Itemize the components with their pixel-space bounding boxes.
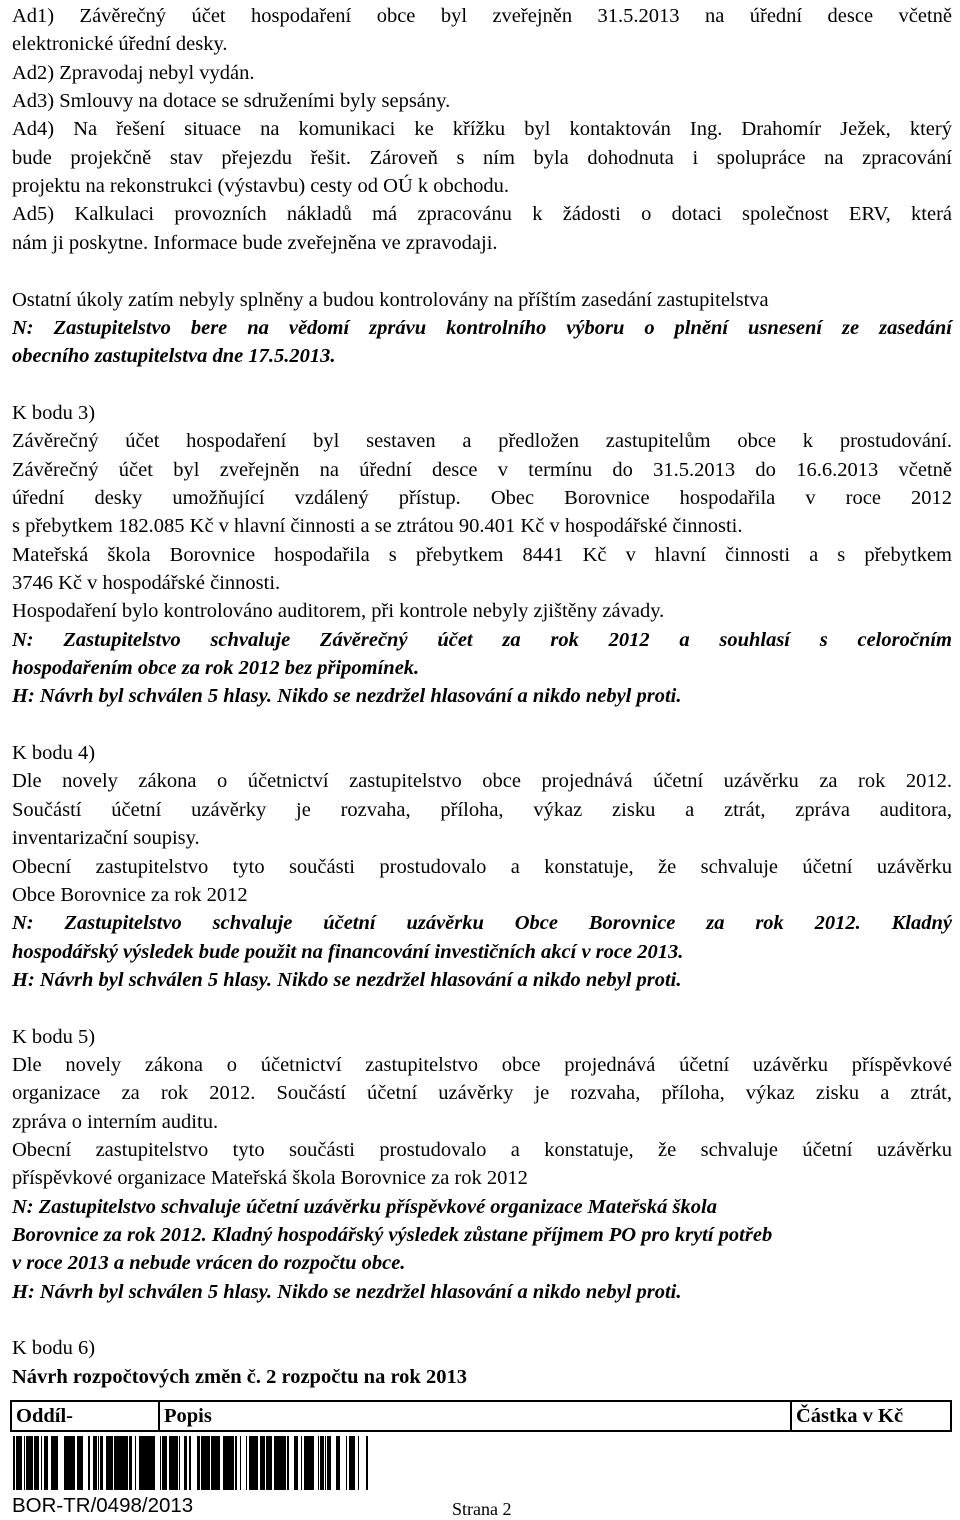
- text-line: zpráva o interním auditu.: [12, 1110, 219, 1133]
- text-line: Ad5) Kalkulaci provozních nákladů má zpracovánu k žádosti o dotaci společnost ERV, která: [12, 203, 952, 226]
- text-line: příspěvkové organizace Mateřská škola Borovnice za rok 2012: [12, 1167, 528, 1190]
- text-line: K bodu 4): [12, 742, 96, 765]
- text-line: Obecní zastupitelstvo tyto součásti prostudovalo a konstatuje, že schvaluje účetní uzávěrku: [12, 855, 952, 878]
- text-line: Mateřská škola Borovnice hospodařila s přebytkem 8441 Kč v hlavní činnosti a s přebytkem: [12, 543, 952, 566]
- text-line: N: Zastupitelstvo schvaluje účetní uzávěrku Obce Borovnice za rok 2012. Kladný: [12, 912, 952, 935]
- text-line: H: Návrh byl schválen 5 hlasy. Nikdo se nezdržel hlasování a nikdo nebyl proti.: [12, 968, 682, 991]
- text-line: hospodařením obce za rok 2012 bez připomínek.: [12, 657, 420, 680]
- page-number: Strana 2: [452, 1499, 512, 1519]
- text-line: elektronické úřední desky.: [12, 33, 228, 56]
- text-line: Obce Borovnice za rok 2012: [12, 883, 248, 906]
- column-header-description: Popis: [159, 1401, 791, 1431]
- text-line: K bodu 5): [12, 1025, 96, 1048]
- text-line: v roce 2013 a nebude vrácen do rozpočtu obce.: [12, 1252, 406, 1275]
- text-line: Ostatní úkoly zatím nebyly splněny a budou kontrolovány na příštím zasedání zastupitelstva: [12, 288, 769, 311]
- text-line: inventarizační soupisy.: [12, 827, 200, 850]
- text-line: obecního zastupitelstva dne 17.5.2013.: [12, 345, 336, 368]
- text-line: Dle novely zákona o účetnictví zastupitelstvo obce projednává účetní uzávěrku za rok 2012.: [12, 770, 952, 793]
- text-line: 3746 Kč v hospodářské činnosti.: [12, 572, 281, 594]
- text-line: Ad1) Závěrečný účet hospodaření obce byl zveřejněn 31.5.2013 na úřední desce včetně: [12, 5, 952, 27]
- column-header-section: Oddíl-: [11, 1401, 159, 1431]
- text-line: Dle novely zákona o účetnictví zastupitelstvo obce projednává účetní uzávěrku příspěvkové: [12, 1053, 952, 1076]
- text-line: projektu na rekonstrukci (výstavbu) cesty od OÚ k obchodu.: [12, 175, 510, 198]
- text-line: Obecní zastupitelstvo tyto součásti prostudovalo a konstatuje, že schvaluje účetní uzávěrku: [12, 1139, 952, 1161]
- text-line: Borovnice za rok 2012. Kladný hospodářský výsledek zůstane příjmem PO pro krytí potřeb: [12, 1224, 773, 1247]
- text-line: organizace za rok 2012. Součástí účetní uzávěrky je rozvaha, příloha, výkaz zisku a ztrát,: [12, 1082, 952, 1105]
- text-line: Hospodaření bylo kontrolováno auditorem, při kontrole nebyly zjištěny závady.: [12, 600, 665, 623]
- text-line: Ad2) Zpravodaj nebyl vydán.: [12, 61, 255, 84]
- text-line: H: Návrh byl schválen 5 hlasy. Nikdo se nezdržel hlasování a nikdo nebyl proti.: [12, 685, 682, 708]
- document-id: BOR-TR/0498/2013: [12, 1494, 194, 1517]
- text-line: bude projekčně stav přejezdu řešit. Zároveň s ním byla dohodnuta i spolupráce na zpracování: [12, 146, 952, 169]
- text-line: Ad3) Smlouvy na dotace se sdruženími byly sepsány.: [12, 90, 451, 113]
- text-line: Závěrečný účet hospodaření byl sestaven a předložen zastupitelům obce k prostudování.: [12, 430, 952, 453]
- text-line: N: Zastupitelstvo bere na vědomí zprávu kontrolního výboru o plnění usnesení ze zasedání: [12, 316, 952, 339]
- text-line: K bodu 3): [12, 401, 96, 424]
- text-line: úřední desky umožňující vzdálený přístup. Obec Borovnice hospodařila v roce 2012: [12, 486, 952, 509]
- text-line: Součástí účetní uzávěrky je rozvaha, příloha, výkaz zisku a ztrát, zpráva auditora,: [12, 798, 952, 821]
- text-line: Návrh rozpočtových změn č. 2 rozpočtu na rok 2013: [12, 1365, 467, 1388]
- column-header-amount: Částka v Kč: [791, 1401, 951, 1431]
- text-line: Závěrečný účet byl zveřejněn na úřední desce v termínu do 31.5.2013 do 16.6.2013 včetně: [12, 458, 952, 481]
- text-line: Ad4) Na řešení situace na komunikaci ke křížku byl kontaktován Ing. Drahomír Ježek, který: [12, 118, 952, 141]
- barcode-image: [12, 1436, 368, 1490]
- text-line: N: Zastupitelstvo schvaluje účetní uzávěrku příspěvkové organizace Mateřská škola: [12, 1195, 717, 1218]
- text-line: H: Návrh byl schválen 5 hlasy. Nikdo se nezdržel hlasování a nikdo nebyl proti.: [12, 1280, 682, 1303]
- text-line: N: Zastupitelstvo schvaluje Závěrečný účet za rok 2012 a souhlasí s celoročním: [12, 628, 952, 651]
- text-line: s přebytkem 182.085 Kč v hlavní činnosti a se ztrátou 90.401 Kč v hospodářské činnosti.: [12, 515, 743, 538]
- text-line: K bodu 6): [12, 1337, 96, 1360]
- text-line: hospodářský výsledek bude použit na financování investičních akcí v roce 2013.: [12, 940, 684, 963]
- budget-table-header: [10, 1400, 952, 1432]
- text-line: nám ji poskytne. Informace bude zveřejněna ve zpravodaji.: [12, 231, 498, 254]
